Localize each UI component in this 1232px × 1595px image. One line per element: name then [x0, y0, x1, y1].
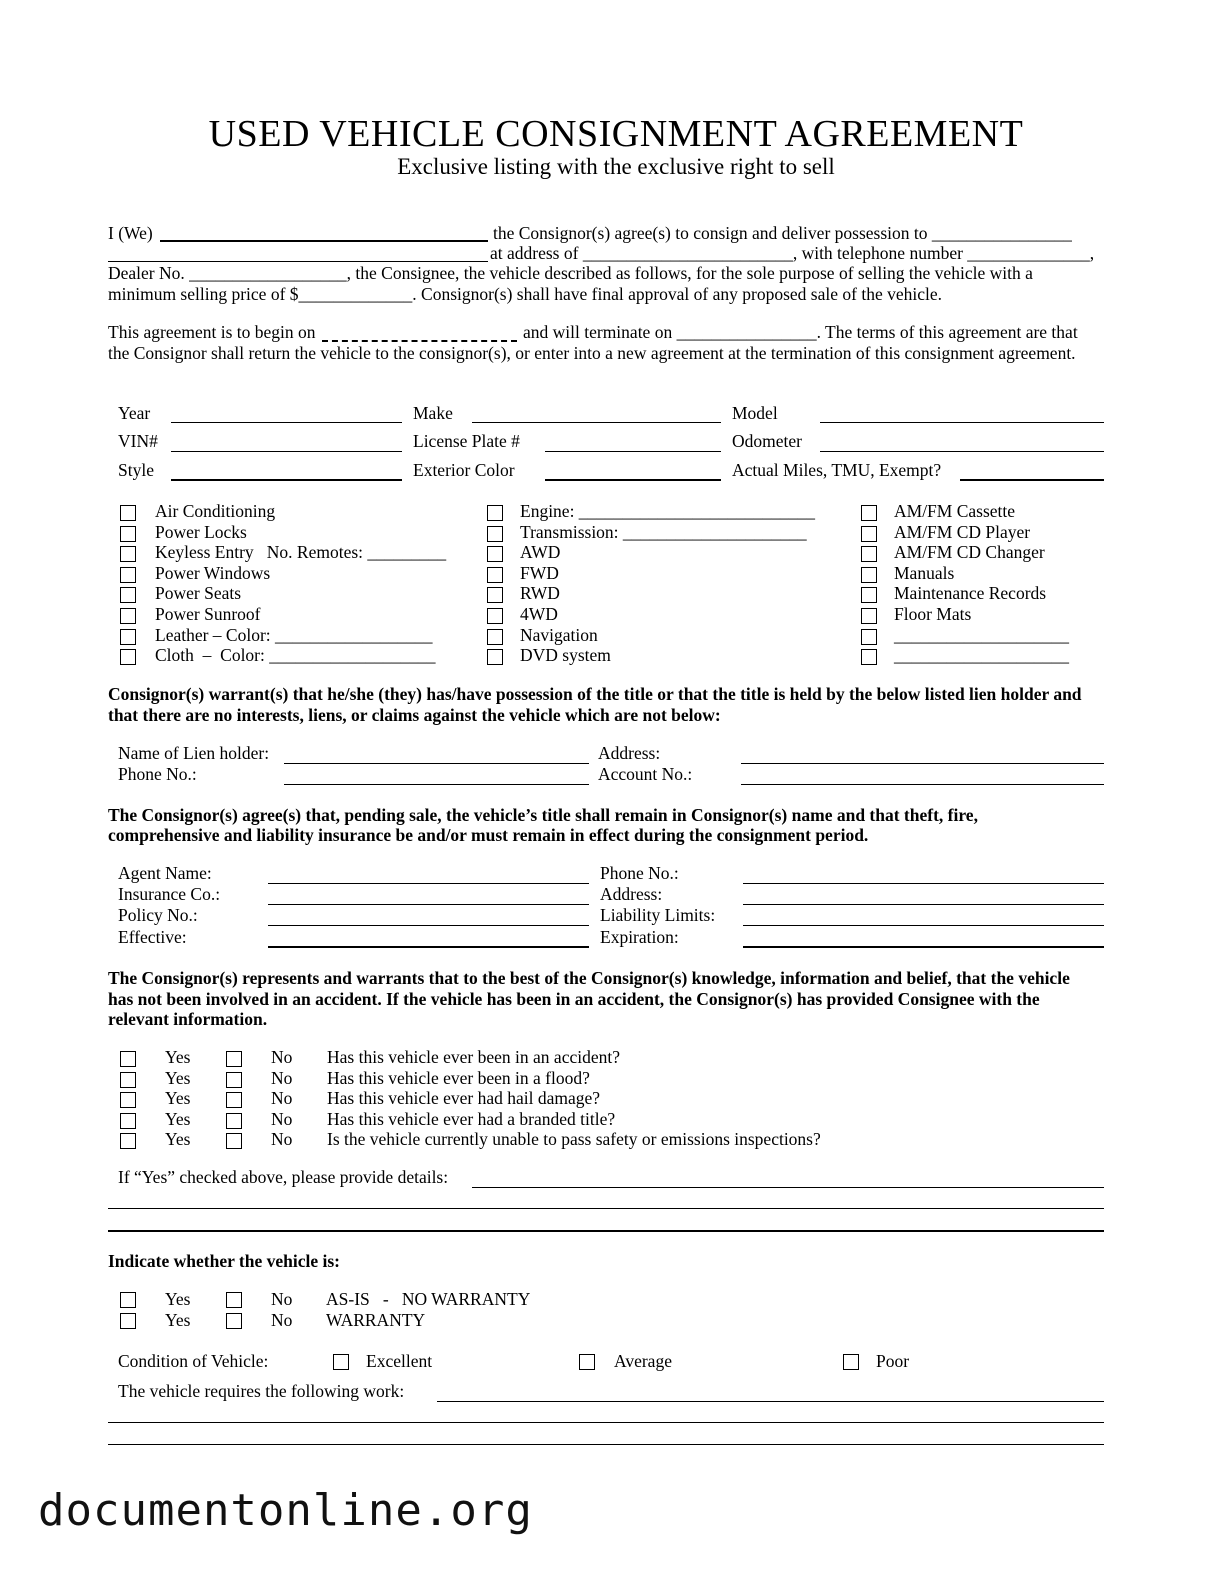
- option-checkbox[interactable]: [861, 649, 877, 665]
- option-checkbox[interactable]: [120, 587, 136, 603]
- question-no-label: No: [271, 1129, 293, 1150]
- term-text-2: the Consignor shall return the vehicle to the consignor(s), or enter into a new agreement at the termination of this consignment agreement.: [108, 343, 1076, 363]
- question-yes-checkbox[interactable]: [120, 1072, 136, 1088]
- agent-label: Agent Name:: [118, 863, 212, 883]
- option-label: Air Conditioning: [155, 501, 276, 521]
- model-field[interactable]: [820, 422, 1104, 423]
- make-field[interactable]: [472, 422, 721, 423]
- option-checkbox[interactable]: [487, 526, 503, 542]
- option-checkbox[interactable]: [487, 587, 503, 603]
- year-field[interactable]: [171, 422, 402, 423]
- expiration-field[interactable]: [743, 946, 1104, 948]
- warranty-yes-label: Yes: [165, 1310, 191, 1330]
- option-checkbox[interactable]: [120, 567, 136, 583]
- option-label: Manuals: [894, 562, 955, 583]
- plate-label: License Plate #: [413, 431, 520, 451]
- excellent-label: Excellent: [366, 1351, 433, 1371]
- agent-field[interactable]: [268, 883, 589, 884]
- style-field[interactable]: [171, 479, 402, 481]
- average-checkbox[interactable]: [579, 1354, 595, 1370]
- make-label: Make: [413, 403, 453, 423]
- option-checkbox[interactable]: [861, 587, 877, 603]
- ins-phone-field[interactable]: [743, 883, 1104, 884]
- term-text-begin: This agreement is to begin on: [108, 322, 316, 342]
- dealer-name-line[interactable]: [108, 261, 488, 262]
- details-field-2[interactable]: [108, 1208, 1104, 1209]
- excellent-checkbox[interactable]: [333, 1354, 349, 1370]
- vin-label: VIN#: [118, 431, 158, 451]
- insurance-statement-1: The Consignor(s) agree(s) that, pending sale, the vehicle’s title shall remain in Consignor(s) name and that theft, fire,: [108, 805, 978, 825]
- intro-text-3: Dealer No. __________________, the Consignee, the vehicle described as follows, for the sole purpose of selling the vehicle with a: [108, 263, 1033, 283]
- effective-field[interactable]: [268, 946, 589, 948]
- work-field-1[interactable]: [437, 1401, 1104, 1402]
- policy-field[interactable]: [268, 925, 589, 926]
- asis-no-label: No: [271, 1289, 293, 1309]
- warranty-no-label: No: [271, 1310, 293, 1330]
- option-label: AM/FM CD Changer: [894, 542, 1045, 563]
- company-label: Insurance Co.:: [118, 884, 221, 904]
- question-text: Has this vehicle ever been in an accident?: [327, 1047, 620, 1067]
- average-label: Average: [614, 1351, 672, 1371]
- color-field[interactable]: [545, 479, 721, 481]
- option-label: Maintenance Records: [894, 583, 1047, 604]
- ins-address-field[interactable]: [743, 904, 1104, 905]
- option-checkbox[interactable]: [120, 546, 136, 562]
- question-text: Has this vehicle ever been in a flood?: [327, 1067, 590, 1088]
- question-text: Is the vehicle currently unable to pass safety or emissions inspections?: [327, 1129, 821, 1150]
- style-label: Style: [118, 460, 154, 480]
- details-field-1[interactable]: [472, 1187, 1104, 1188]
- intro-text-1: the Consignor(s) agree(s) to consign and deliver possession to ________________: [493, 223, 1072, 243]
- work-label: The vehicle requires the following work:: [118, 1381, 405, 1401]
- option-checkbox[interactable]: [487, 505, 503, 521]
- term-text-end: and will terminate on ________________. The terms of this agreement are that: [523, 322, 1078, 342]
- option-label: Navigation: [520, 624, 598, 645]
- question-yes-label: Yes: [165, 1129, 191, 1150]
- page-title: USED VEHICLE CONSIGNMENT AGREEMENT: [208, 113, 1024, 155]
- odometer-field[interactable]: [820, 451, 1104, 452]
- vin-field[interactable]: [171, 451, 402, 452]
- option-label: Keyless Entry No. Remotes: _________: [155, 542, 447, 563]
- option-label: FWD: [520, 562, 559, 583]
- lien-account-label: Account No.:: [598, 764, 693, 784]
- option-label: Transmission: _____________________: [520, 521, 807, 542]
- watermark: documentonline.org: [38, 1485, 533, 1536]
- effective-label: Effective:: [118, 927, 187, 947]
- option-label: Leather – Color: __________________: [155, 624, 433, 645]
- question-yes-checkbox[interactable]: [120, 1113, 136, 1129]
- option-label: RWD: [520, 583, 560, 604]
- question-no-label: No: [271, 1047, 293, 1067]
- lien-account-field[interactable]: [741, 784, 1104, 785]
- consignor-name-line[interactable]: [160, 240, 488, 242]
- accident-statement-1: The Consignor(s) represents and warrants that to the best of the Consignor(s) knowledge, information and belief, that the vehicle: [108, 968, 1070, 988]
- option-checkbox[interactable]: [861, 505, 877, 521]
- work-field-2[interactable]: [108, 1422, 1104, 1423]
- expiration-label: Expiration:: [600, 927, 679, 947]
- option-label: Floor Mats: [894, 604, 972, 624]
- page-subtitle: Exclusive listing with the exclusive right to sell: [397, 154, 835, 179]
- option-label: Power Seats: [155, 583, 242, 604]
- intro-text-4: minimum selling price of $_____________. Consignor(s) shall have final approval of any proposed sale of the vehicle.: [108, 284, 942, 304]
- poor-label: Poor: [876, 1351, 910, 1371]
- option-checkbox[interactable]: [861, 526, 877, 542]
- option-label: AM/FM CD Player: [894, 521, 1031, 542]
- lien-address-label: Address:: [598, 743, 661, 763]
- question-no-checkbox[interactable]: [226, 1113, 242, 1129]
- question-no-checkbox[interactable]: [226, 1051, 242, 1067]
- option-checkbox[interactable]: [487, 608, 503, 624]
- option-checkbox[interactable]: [120, 526, 136, 542]
- option-checkbox[interactable]: [120, 608, 136, 624]
- option-label: Engine: ___________________________: [520, 501, 816, 521]
- warranty-no-checkbox[interactable]: [226, 1313, 242, 1329]
- policy-label: Policy No.:: [118, 905, 198, 925]
- asis-label: AS-IS - NO WARRANTY: [326, 1289, 531, 1309]
- company-field[interactable]: [268, 904, 589, 905]
- question-no-checkbox[interactable]: [226, 1072, 242, 1088]
- insurance-statement-2: comprehensive and liability insurance be and/or must remain in effect during the consignment period.: [108, 825, 869, 845]
- details-field-3[interactable]: [108, 1230, 1104, 1232]
- intro-label-we: I (We): [108, 223, 153, 243]
- lien-statement-2: that there are no interests, liens, or claims against the vehicle which are not below:: [108, 705, 721, 725]
- option-label: AM/FM Cassette: [894, 501, 1016, 521]
- warranty-heading: Indicate whether the vehicle is:: [108, 1251, 341, 1271]
- ins-phone-label: Phone No.:: [600, 863, 679, 883]
- option-checkbox[interactable]: [861, 567, 877, 583]
- option-label: Power Sunroof: [155, 604, 261, 624]
- option-label: DVD system: [520, 645, 611, 666]
- question-no-label: No: [271, 1108, 293, 1129]
- question-no-checkbox[interactable]: [226, 1092, 242, 1108]
- question-no-label: No: [271, 1067, 293, 1088]
- option-checkbox[interactable]: [487, 629, 503, 645]
- option-label: Cloth – Color: ___________________: [155, 645, 436, 666]
- option-checkbox[interactable]: [120, 649, 136, 665]
- option-checkbox[interactable]: [487, 567, 503, 583]
- limits-label: Liability Limits:: [600, 905, 716, 925]
- option-checkbox[interactable]: [487, 649, 503, 665]
- question-no-label: No: [271, 1088, 293, 1109]
- lien-address-field[interactable]: [741, 763, 1104, 764]
- asis-yes-label: Yes: [165, 1289, 191, 1309]
- color-label: Exterior Color: [413, 460, 515, 480]
- odometer-label: Odometer: [732, 431, 802, 451]
- asis-no-checkbox[interactable]: [226, 1292, 242, 1308]
- option-checkbox[interactable]: [861, 546, 877, 562]
- accident-statement-3: relevant information.: [108, 1009, 268, 1029]
- option-checkbox[interactable]: [861, 608, 877, 624]
- asis-yes-checkbox[interactable]: [120, 1292, 136, 1308]
- warranty-label: WARRANTY: [326, 1310, 426, 1330]
- question-yes-label: Yes: [165, 1088, 191, 1109]
- option-label: Power Windows: [155, 562, 271, 583]
- miles-label: Actual Miles, TMU, Exempt?: [732, 460, 942, 480]
- option-label: 4WD: [520, 604, 558, 624]
- miles-field[interactable]: [960, 479, 1104, 481]
- question-no-checkbox[interactable]: [226, 1133, 242, 1149]
- details-label: If “Yes” checked above, please provide details:: [118, 1167, 449, 1187]
- lien-statement-1: Consignor(s) warrant(s) that he/she (they) has/have possession of the title or that the title is held by the below listed lien holder and: [108, 684, 1082, 704]
- poor-checkbox[interactable]: [843, 1354, 859, 1370]
- option-checkbox[interactable]: [120, 505, 136, 521]
- question-text: Has this vehicle ever had hail damage?: [327, 1088, 601, 1109]
- lien-phone-label: Phone No.:: [118, 764, 197, 784]
- accident-statement-2: has not been involved in an accident. If the vehicle has been in an accident, the Consignor(s) has provided Consignee with the: [108, 989, 1040, 1009]
- question-yes-label: Yes: [165, 1047, 191, 1067]
- question-yes-checkbox[interactable]: [120, 1092, 136, 1108]
- work-field-3[interactable]: [108, 1444, 1104, 1445]
- option-label: AWD: [520, 542, 561, 563]
- lien-name-field[interactable]: [284, 763, 589, 764]
- question-text: Has this vehicle ever had a branded title?: [327, 1108, 616, 1129]
- lien-name-label: Name of Lien holder:: [118, 743, 270, 763]
- condition-label: Condition of Vehicle:: [118, 1351, 269, 1371]
- option-label: Power Locks: [155, 521, 247, 542]
- limits-field[interactable]: [743, 925, 1104, 926]
- question-yes-label: Yes: [165, 1067, 191, 1088]
- question-yes-checkbox[interactable]: [120, 1051, 136, 1067]
- intro-text-2: at address of ________________________, with telephone number ______________,: [490, 243, 1095, 263]
- plate-field[interactable]: [545, 451, 721, 452]
- option-checkbox[interactable]: [120, 629, 136, 645]
- option-label: ____________________: [894, 624, 1069, 645]
- option-checkbox[interactable]: [861, 629, 877, 645]
- ins-address-label: Address:: [600, 884, 663, 904]
- lien-phone-field[interactable]: [284, 784, 589, 785]
- model-label: Model: [732, 403, 778, 423]
- question-yes-label: Yes: [165, 1108, 191, 1129]
- option-label: ____________________: [894, 645, 1069, 666]
- question-yes-checkbox[interactable]: [120, 1133, 136, 1149]
- warranty-yes-checkbox[interactable]: [120, 1313, 136, 1329]
- option-checkbox[interactable]: [487, 546, 503, 562]
- year-label: Year: [118, 403, 151, 423]
- begin-date-line[interactable]: [322, 340, 517, 342]
